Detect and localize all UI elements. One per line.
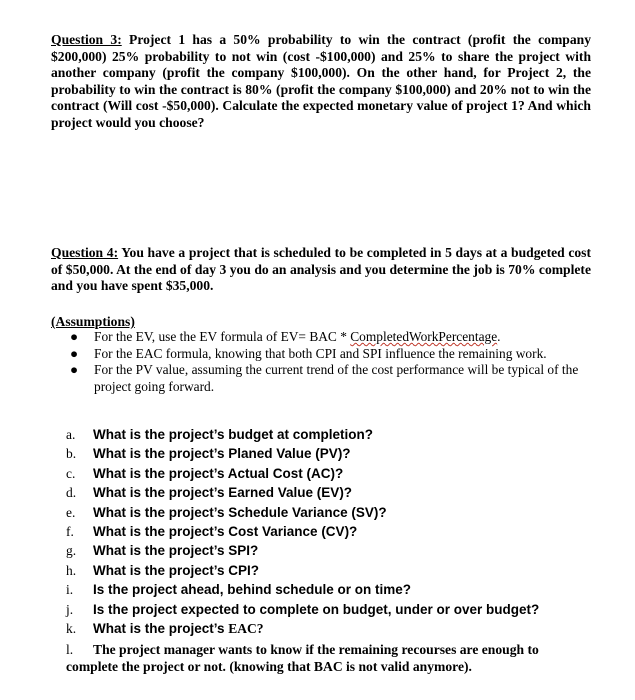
question-4-text: You have a project that is scheduled to be completed in 5 days at a budgeted cost of $50,000. At the end of day 3 you do an analysis and you determine the job is 70% complete and you have spent $35,000. bbox=[51, 245, 591, 294]
assumption-bullet-ev bbox=[0, 329, 635, 346]
assumption-ev-term: CompletedWorkPercentage bbox=[350, 329, 498, 344]
question-4 bbox=[51, 245, 591, 295]
subquestion-item bbox=[0, 600, 635, 619]
subquestion-text: What is the project’s budget at completion? bbox=[93, 427, 374, 442]
subquestion-item bbox=[0, 464, 635, 483]
subquestion-item bbox=[0, 619, 635, 638]
subquestion-letter: i. bbox=[66, 582, 74, 598]
subquestion-text: What is the project’s Earned Value (EV)? bbox=[93, 485, 353, 501]
subquestion-letter: h. bbox=[66, 562, 77, 578]
question-3 bbox=[51, 32, 591, 132]
subquestion-item bbox=[0, 503, 635, 522]
question-3-label: Question 3: bbox=[51, 32, 122, 47]
bullet-dot-icon: ● bbox=[70, 362, 79, 377]
subquestion-text: What is the project’s SPI? bbox=[93, 543, 259, 559]
subquestion-text-serif: EAC? bbox=[228, 620, 264, 636]
subquestion-letter: b. bbox=[66, 446, 77, 462]
assumptions-list bbox=[0, 329, 635, 395]
subquestion-text: What is the project’s Schedule Variance (SV)? bbox=[93, 504, 387, 520]
question-3-text: Project 1 has a 50% probability to win the contract (profit the company $200,000) 25% probability to not win (cost -$100,000) and 25% to share the project with another company (profit the company $100,000). On the other hand, for Project 2, the probability to win the contract is 80% (profit the company $100,000) and 20% not to win the contract (Will cost -$50,000). Calculate the expected monetary value of project 1? And which project would you choose? bbox=[51, 32, 591, 130]
subquestion-letter: f. bbox=[66, 523, 74, 539]
subquestion-text: What is the project’s Planed Value (PV)? bbox=[93, 446, 351, 462]
bullet-dot-icon: ● bbox=[70, 329, 79, 344]
question-4-label: Question 4: bbox=[51, 245, 119, 260]
subquestion-text: Is the project ahead, behind schedule or on time? bbox=[93, 582, 412, 598]
subquestion-text: What is the project’s Actual Cost (AC)? bbox=[93, 465, 344, 481]
subquestion-text: What is the project’s CPI? bbox=[93, 562, 260, 578]
subquestion-letter: k. bbox=[66, 620, 77, 636]
subquestion-letter: a. bbox=[66, 427, 76, 442]
assumption-ev-suffix: . bbox=[497, 329, 501, 344]
subquestion-letter: l. bbox=[66, 642, 74, 657]
assumption-ev-text: For the EV, use the EV formula of EV= BAC * bbox=[94, 329, 351, 344]
subquestion-item bbox=[0, 444, 635, 463]
subquestion-item bbox=[0, 580, 635, 599]
subquestion-list bbox=[0, 425, 635, 638]
subquestion-item bbox=[0, 561, 635, 580]
subquestion-text: Is the project expected to complete on budget, under or over budget? bbox=[93, 601, 540, 617]
subquestion-text bbox=[93, 619, 264, 638]
subquestion-letter: e. bbox=[66, 504, 76, 520]
subquestion-text: The project manager wants to know if the remaining recourses are enough to complete the project or not. (knowing that BAC is not valid anymore). bbox=[66, 642, 539, 674]
assumption-pv-text: For the PV value, assuming the current trend of the cost performance will be typical of the project going forward. bbox=[94, 362, 579, 394]
subquestion-item bbox=[0, 425, 635, 444]
assumption-bullet-pv bbox=[0, 362, 635, 395]
subquestion-letter: j. bbox=[66, 601, 74, 617]
subquestion-letter: g. bbox=[66, 543, 77, 559]
subquestion-item bbox=[0, 522, 635, 541]
subquestion-letter: c. bbox=[66, 465, 76, 481]
assumptions-heading: (Assumptions) bbox=[51, 314, 135, 329]
subquestion-text-sans: What is the project’s bbox=[93, 620, 229, 636]
subquestion-item bbox=[0, 541, 635, 560]
subquestion-letter: d. bbox=[66, 485, 77, 501]
assumption-eac-text: For the EAC formula, knowing that both CPI and SPI influence the remaining work. bbox=[94, 345, 547, 361]
assumption-bullet-eac bbox=[0, 346, 635, 363]
subquestion-item-last bbox=[66, 641, 586, 675]
bullet-dot-icon: ● bbox=[70, 345, 79, 361]
subquestion-text: What is the project’s Cost Variance (CV)? bbox=[93, 523, 358, 539]
subquestion-item bbox=[0, 483, 635, 502]
